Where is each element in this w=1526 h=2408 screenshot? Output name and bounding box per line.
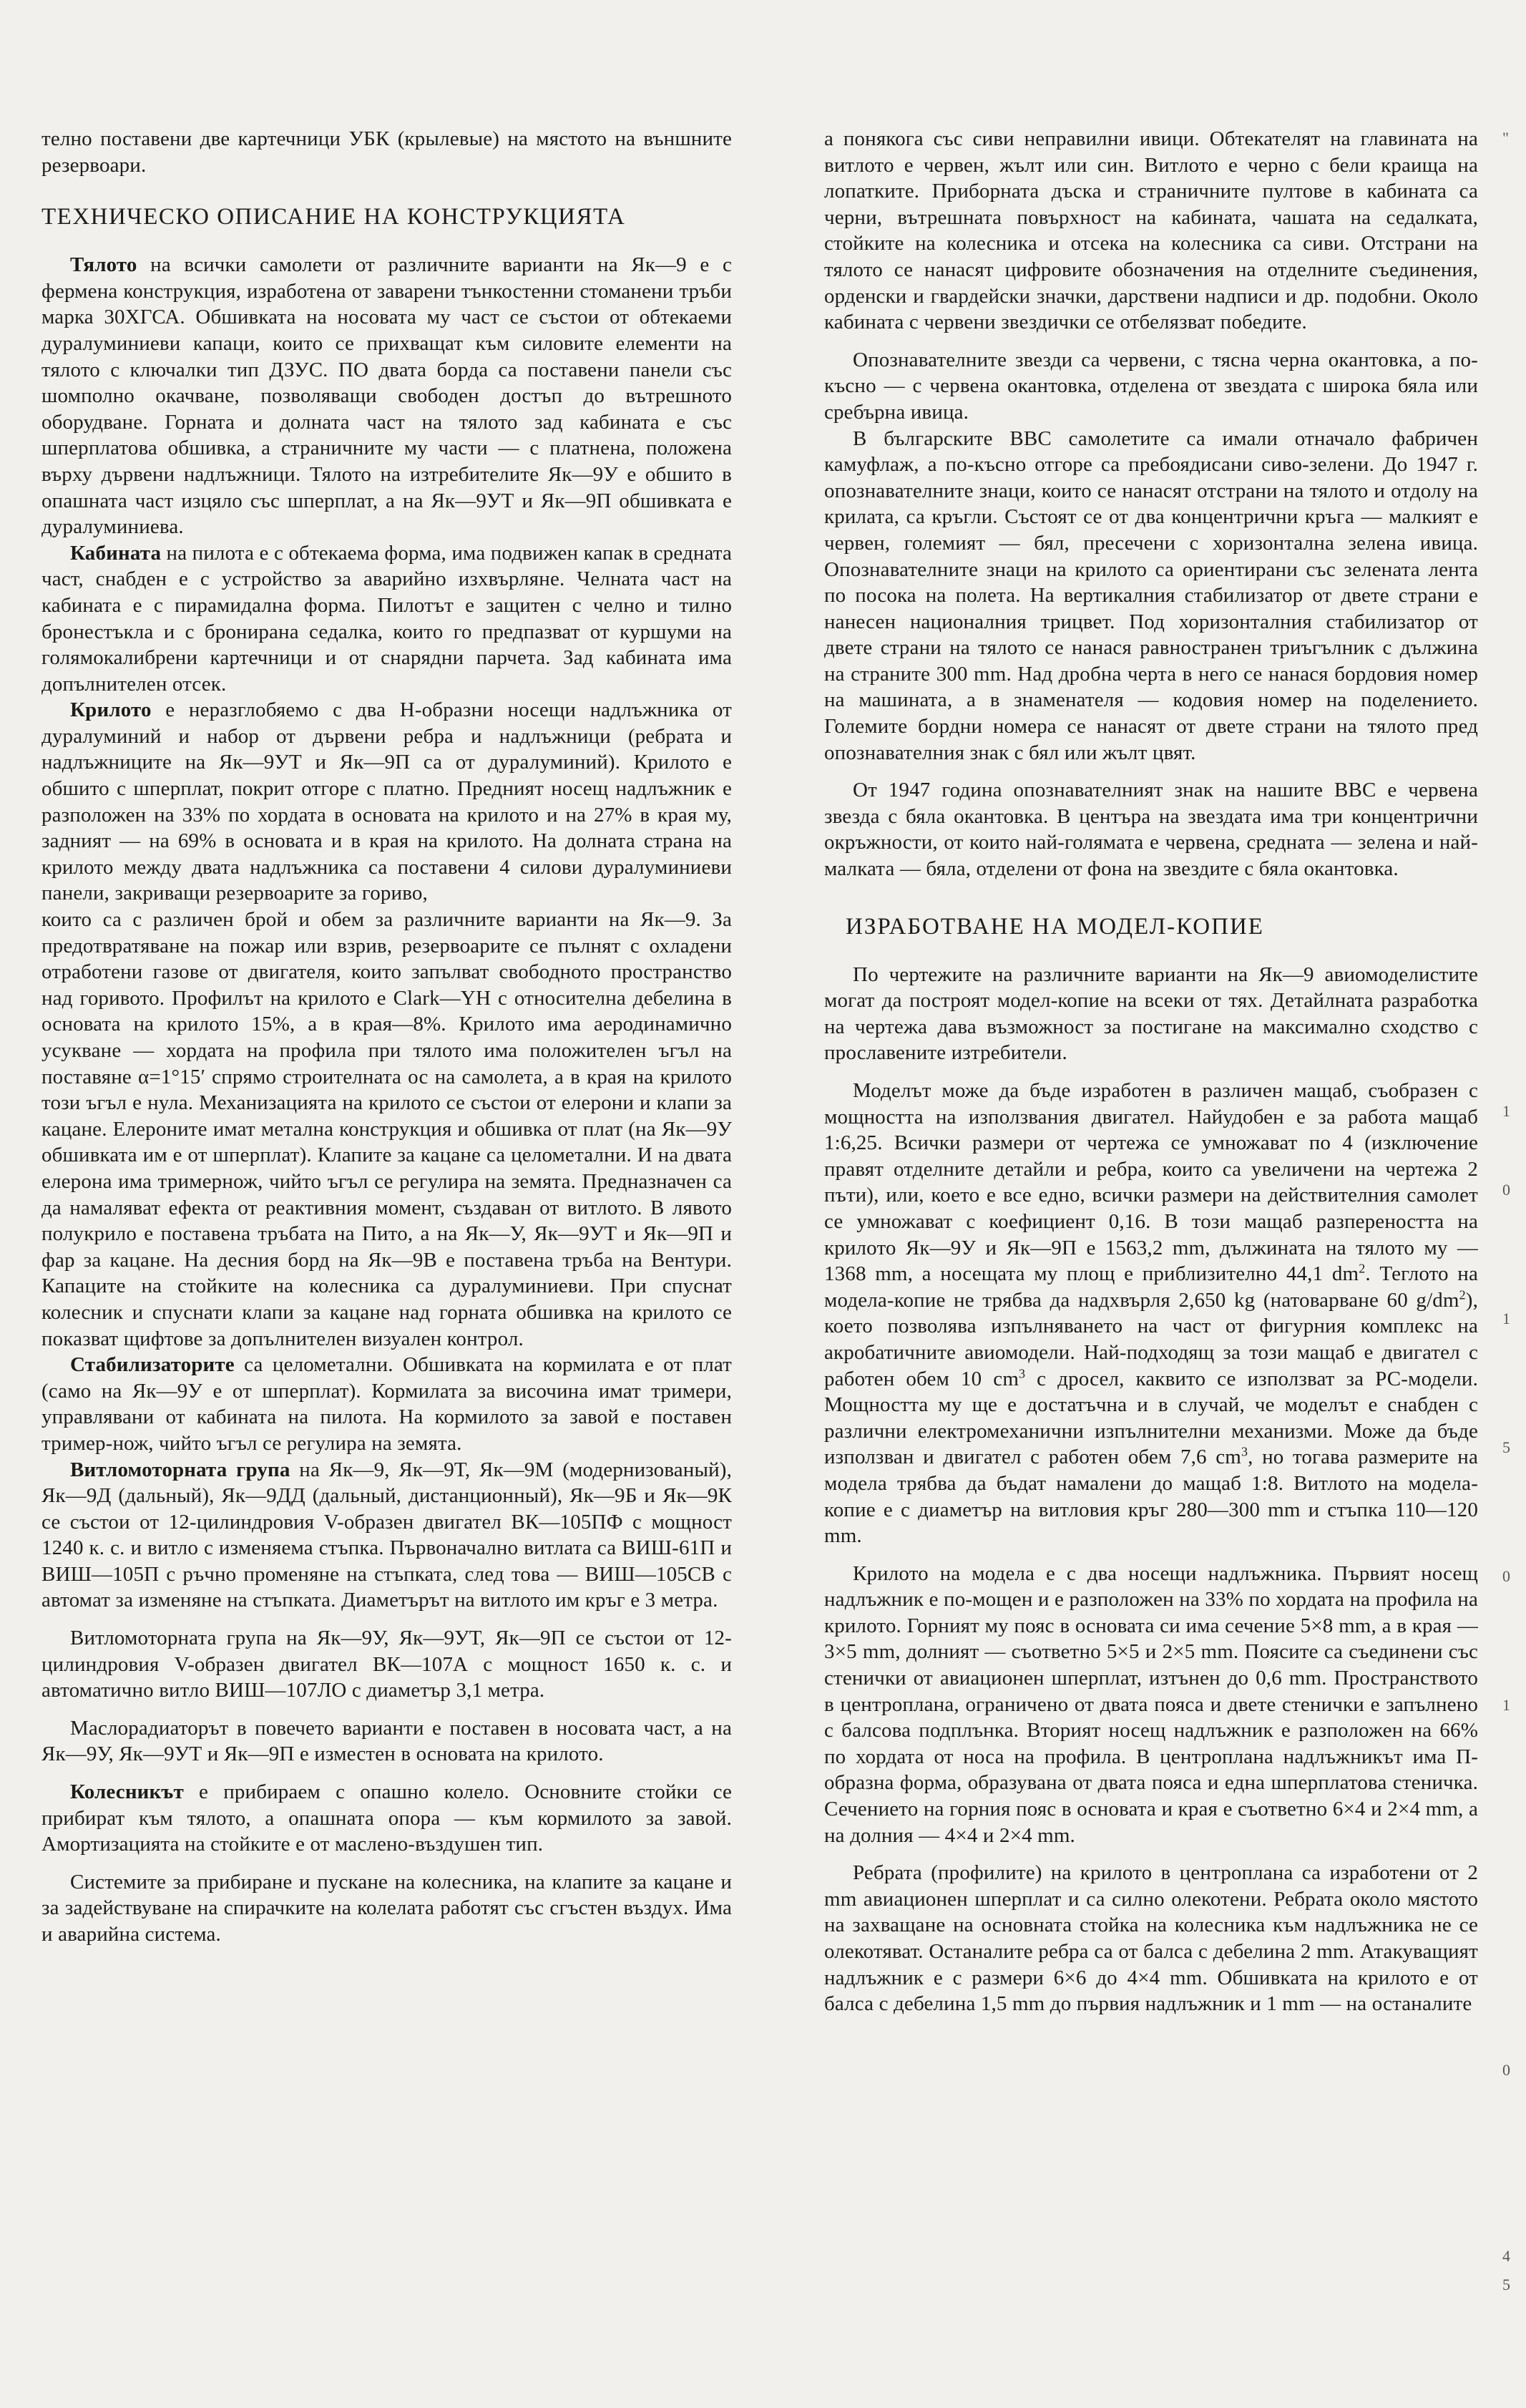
term-cockpit: Кабината <box>70 541 162 565</box>
term-wing: Крилото <box>70 698 152 722</box>
paragraph-wing-continued: които са с различен брой и обем за различните варианти на Як—9. За предотвратяване на пожар или взрив, резервоарите се пълнят с охладени отработени газове от двигателя, които запълват свободното пространство над горивото. Профилът на крилото е Clark—YН с относителна дебелина в основата на крилото 15%, а в края—8%. Крилото има аеродинамично усукване — хордата на профила при тялото има положителен ъгъл на поставяне α=1°15′ спрямо строителната ос на самолета, а в края на крилото този ъгъл е нула. Механизацията на крилото се състои от елерони и клапи за кацане. Елероните имат метална конструкция и обшивка от плат (на Як—9У обшивката им е от шперплат). Клапите за кацане са целометални. И на двата елерона има тримернож, чийто ъгъл се регулира на земята. Предназначен са да намаляват ефекта от реактивния момент, създаван от витлото. В лявото полукрило е поставена тръбата на Пито, а на Як—У, Як—9УТ и Як—9П и фар за кацане. На десния борд на Як—9В е поставена тръба на Вентури. Капаците на стойките на колесника са дуралуминиеви. При спуснат колесник и спуснати клапи за кацане над горната обшивка на крилото се показват щифтове за допълнителен визуален контрол. <box>41 908 732 1350</box>
paragraph-oil-cooler: Маслорадиаторът в повечето варианти е поставен в носовата част, а на Як—9У, Як—9УТ и Як—9П е изместен в основата на крилото. <box>41 1716 732 1766</box>
paragraph-model-wing-ribs: Ребрата (профилите) на крилото в центроплана са изработени от 2 mm авиационен шперплат и са силно олекотени. Ребрата около мястото на захващане на основната стойка на колесника към надлъжника не се олекотяват. Останалите ребра са от балса с дебелина 2 mm. Атакуващият надлъжник е с размери 6×6 до 4×4 mm. Обшивката на крилото е от балса с дебелина 1,5 mm до първия надлъжник и 1 mm — на останалите <box>824 1861 1478 2016</box>
term-stabilizers: Стабилизаторите <box>70 1353 235 1377</box>
paragraph-wing: Крилото е неразглобяемо с два Н-образни носещи надлъжника от дуралуминий и набор от дървени ребра и надлъжници (ребрата и надлъжниците на Як—9УТ и Як—9П са от дуралуминий). Крилото е обшито с шперплат, покрит отгоре с платно. Предният носещ надлъжник е разположен на 33% по хордата в основата на крилото и на 27% в края му, задният — на 69% в основата и в края на крилото. На долната страна на крилото между двата надлъжника са поставени 4 силови дуралуминиеви панели, закриващи резервоарите за гориво, <box>41 698 732 905</box>
term-powerplant: Витломоторната група <box>70 1458 290 1481</box>
paragraph-model-scale: Моделът може да бъде изработен в различен мащаб, съобразен с мощността на използвания двигател. Найудобен е за работа мащаб 1:6,25. Всички размери от чертежа се умножават по 4 (изключение правят отделните детайли и ребра, които са увеличени на чертежа 2 пъти), или, което е все едно, всички размери на действителния самолет се умножават с коефициент 0,16. В този мащаб разпереността на крилото Як—9У и Як—9П е 1563,2 mm, дължината на тялото му — 1368 mm, а носещата му площ е приблизително 44,1 $dm^2$. Теглото на модела-копие не трябва да надхвърля 2,650 kg (натоварване 60 $g/dm^2$), което позволява изпълняването на част от фигурния комплекс на акробатичните авиомодели. Най-подходящ за този мащаб е двигател с работен обем 10 $cm^3$ с дросел, каквито се използват за РС-модели. Мощността му ще е достатъчна и в случай, че моделът е снабден с различни електромеханични изпълнителни механизми. Може да бъде използван и двигател с работен обем 7,6 $cm^3$, но тогава размерите на модела трябва да бъдат намалени до мащаб 1:8. Витлото на модела-копие е с диаметър на витловия кръг 280—300 mm и стъпка 110—120 mm. <box>824 1079 1478 1548</box>
paragraph-bulgarian-air-force: В българските ВВС самолетите са имали отначало фабричен камуфлаж, а по-късно отгоре са пребоядисани сиво-зелени. До 1947 г. опознавателните знаци, които се нанасят отстрани на тялото и отдолу на крилата, са кръгли. Състоят се от два концентрични кръга — малкият е червен, големият — бял, пресечени с хоризонтална зелена ивица. Опознавателните знаци на крилото са ориентирани със зелената лента по посока на полета. На вертикалния стабилизатор от двете страни е нанесен националния трицвет. Под хоризонталния стабилизатор от двете страни на тялото се нанася равностранен триъгълник с дължина на страните 300 mm. Над дробна черта в него се нанася бордовия номер на машината, а в знаменателя — кодовия номер на поделението. Големите бордни номера се нанасят от двете страни на тялото пред опознавателния знак с бял или жълт цвят. <box>824 426 1478 764</box>
term-landing-gear: Колесникът <box>70 1780 184 1804</box>
left-column <box>41 126 732 2398</box>
paragraph-cockpit: Кабината на пилота е с обтекаема форма, има подвижен капак в средната част, снабден е с устройство за аварийно изхвърляне. Челната част на кабината е с пирамидална форма. Пилотът е защитен с челно и тилно бронестъкла и с бронирана седалка, които го предпазват от куршуми на голямокалибрени картечници и от снарядни парчета. Зад кабината има допълнителен отсек. <box>41 541 732 696</box>
paragraph-powerplant-later: Витломоторната група на Як—9У, Як—9УТ, Як—9П се състои от 12-цилиндровия V-образен двигател ВК—107А с мощност 1650 к. с. и автоматично витло ВИШ—107ЛО с диаметър 3,1 метра. <box>41 1627 732 1702</box>
paragraph-insignia-stars: Опознавателните звезди са червени, с тясна черна окантовка, а по-късно — с червена окантовка, отделена от звездата с широка бяла или сребърна ивица. <box>824 348 1478 424</box>
right-column <box>824 126 1478 2398</box>
paragraph-color-scheme: а понякога със сиви неправилни ивици. Обтекателят на главината на витлото е червен, жълт или син. Витлото е черно с бели краища на лопатките. Приборната дъска и страничните пултове в кабината са черни, вътрешната повърхност на кабината, чашата на седалката, стойките на колесника и отсека на колесника са сиви. Отстрани на тялото се нанасят цифровите обозначения на отделните съединения, орденски и гвардейски значки, дарствени надписи и др. подобни. Около кабината с червени звездички се отбелязват победите. <box>824 127 1478 334</box>
section-heading-technical-description: ТЕХНИЧЕСКО ОПИСАНИЕ НА КОНСТРУКЦИЯТА <box>41 204 626 230</box>
paragraph-powerplant: Витломоторната група на Як—9, Як—9Т, Як—9М (модернизованый), Як—9Д (дальный), Як—9ДД (дальный, дистанционный), Як—9Б и Як—9К се състои от 12-цилиндровия V-образен двигател ВК—105ПФ с мощност 1240 к. с. и витло с изменяема стъпка. Първоначално витлата са ВИШ-61П и ВИШ—105П с ръчно променяне на стъпката, след това — ВИШ—105СВ с автомат за изменяне на стъпката. Диаметърът на витлото им кръг е 3 метра. <box>41 1458 732 1612</box>
paragraph-stabilizers: Стабилизаторите са целометални. Обшивката на кормилата е от плат (само на Як—9У е от шперплат). Кормилата за височина имат тримери, управлявани от кабината на пилота. На кормилото за завой е поставен тример-нож, чийто ъгъл се регулира на земята. <box>41 1353 732 1455</box>
paragraph-fuel-tanks-end: телно поставени две картечници УБК (крылевые) на мястото на външните резервоари. <box>41 127 732 177</box>
section-heading-model-copy: ИЗРАБОТВАНЕ НА МОДЕЛ-КОПИЕ <box>846 913 1264 940</box>
paragraph-model-wing-spars: Крилото на модела е с два носещи надлъжника. Първият носещ надлъжник е по-мощен и е разположен на 33% по хордата на профила на крилото. Горният му пояс в основата си има сечение 5×8 mm, а в края — 3×5 mm, долният — съответно 5×5 и 2×5 mm. Поясите са съединени със стенички от авиационен шперплат, изтънен до 0,6 mm. Пространството в центроплана, ограничено от двата пояса и двете стенички е запълнено с балсова подплънка. Вторият носещ надлъжник е разположен на 66% по хордата от носа на профила. В центроплана надлъжникът има П-образна форма, образувана от двата пояса и една шперплатова стеничка. Сечението на горния пояс в основата и края е съответно 6×4 и 2×4 mm, а на долния — 4×4 и 2×4 mm. <box>824 1561 1478 1847</box>
paragraph-landing-gear: Колесникът е прибираем с опашно колело. Основните стойки се прибират към тялото, а опашната опора — към кормилото за завой. Амортизацията на стойките е от маслено-въздушен тип. <box>41 1780 732 1856</box>
paragraph-pneumatic-systems: Системите за прибиране и пускане на колесника, на клапите за кацане и за задействуване на спирачките на колелата работят със сгъстен въздух. Има и аварийна система. <box>41 1870 732 1946</box>
paragraph-model-drawings: По чертежите на различните варианти на Як—9 авиомоделистите могат да построят модел-копие на всеки от тях. Детайлната разработка на чертежа дава възможност за постигане на максимално сходство с прославените изтребители. <box>824 962 1478 1065</box>
right-margin-scan-marks: " 1 0 1 5 0 1 0 4 5 <box>1502 129 1510 2294</box>
paragraph-fuselage: Тялото на всички самолети от различните варианти на Як—9 е с фермена конструкция, изработена от заварени тънкостенни стоманени тръби марка 30ХГСА. Обшивката на носовата му част се състои от обтекаеми дуралуминиеви капаци, които се прихващат към силовите елементи на тялото с ключалки тип ДЗУС. ПО двата борда са поставени панели със шомполно окачване, позволяващи свободен достъп до вътрешното оборудване. Горната и долната част на тялото зад кабината е със шперплатова обшивка, а страничните му части — с платнена, положена върху дървени надлъжници. Тялото на изтребителите Як—9У е обшито в опашната част изцяло със шперплат, а на Як—9УТ и Як—9П обшивката е дуралуминиева. <box>41 253 732 539</box>
term-fuselage: Тялото <box>70 253 137 277</box>
paragraph-insignia-1947: От 1947 година опознавателният знак на нашите ВВС е червена звезда с бяла окантовка. В центъра на звездата има три концентрични окръжности, от които най-голямата е червена, средната — зелена и най-малката — бяла, отделени от фона на звездите с бяла окантовка. <box>824 779 1478 881</box>
